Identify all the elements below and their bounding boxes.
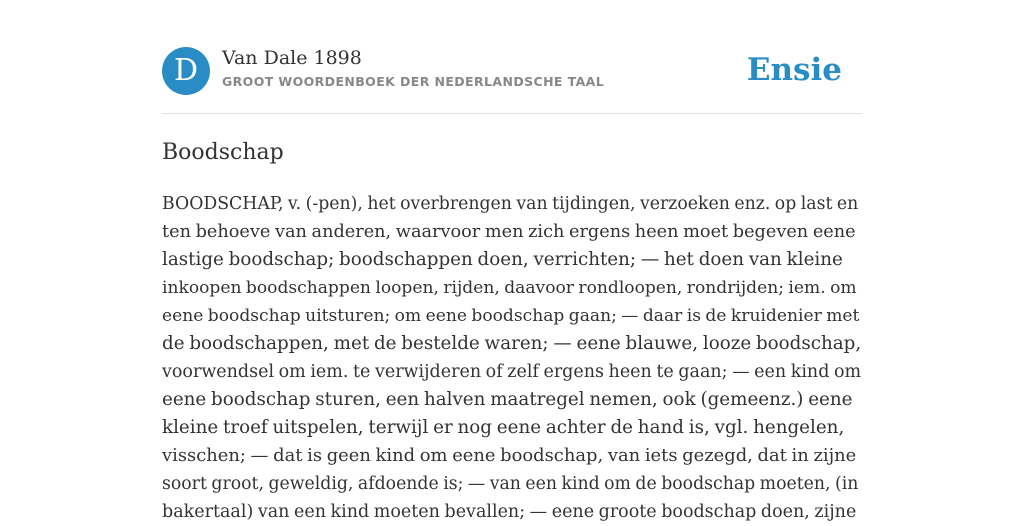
- brand-logo[interactable]: Ensie: [746, 52, 842, 88]
- definition-line: soort groot, geweldig, afdoende is; — van een kind om de boodschap moeten, (in: [162, 474, 859, 494]
- definition-line: voorwendsel om iem. te verwijderen of zelf ergens heen te gaan; — een kind om: [162, 362, 862, 382]
- definition-line: lastige boodschap; boodschappen doen, verrichten; — het doen van kleine: [162, 249, 843, 270]
- definition-line: kleine troef uitspelen, terwijl er nog eene achter de hand is, vgl. hengelen,: [162, 417, 845, 438]
- definition-line: BOODSCHAP, v. (-pen), het overbrengen van tijdingen, verzoeken enz. op last en: [162, 194, 859, 214]
- source-subtitle: GROOT WOORDENBOEK DER NEDERLANDSCHE TAAL: [222, 74, 605, 89]
- entry-card: [162, 0, 862, 522]
- definition-line: inkoopen boodschappen loopen, rijden, daavoor rondloopen, rondrijden; iem. om: [162, 278, 857, 298]
- definition-text: [162, 190, 862, 526]
- definition-line: eene boodschap sturen, een halven maatregel nemen, ook (gemeenz.) eene: [162, 389, 853, 410]
- definition-line: ten behoeve van anderen, waarvoor men zich ergens heen moet begeven eene: [162, 222, 856, 242]
- definition-line: visschen; — dat is geen kind om eene boodschap, van iets gezegd, dat in zijne: [162, 445, 857, 466]
- definition-line: eene boodschap uitsturen; om eene boodschap gaan; — daar is de kruidenier met: [162, 306, 860, 326]
- header-divider: [162, 113, 862, 114]
- definition-line: de boodschappen, met de bestelde waren; — eene blauwe, looze boodschap,: [162, 333, 862, 354]
- definition-line: bakertaal) van een kind moeten bevallen; — eene groote boodschap doen, zijne: [162, 502, 857, 522]
- page-title: Boodschap: [162, 140, 284, 165]
- source-header: [162, 47, 862, 95]
- source-logo[interactable]: D: [162, 47, 210, 95]
- source-title[interactable]: Van Dale 1898: [222, 47, 362, 69]
